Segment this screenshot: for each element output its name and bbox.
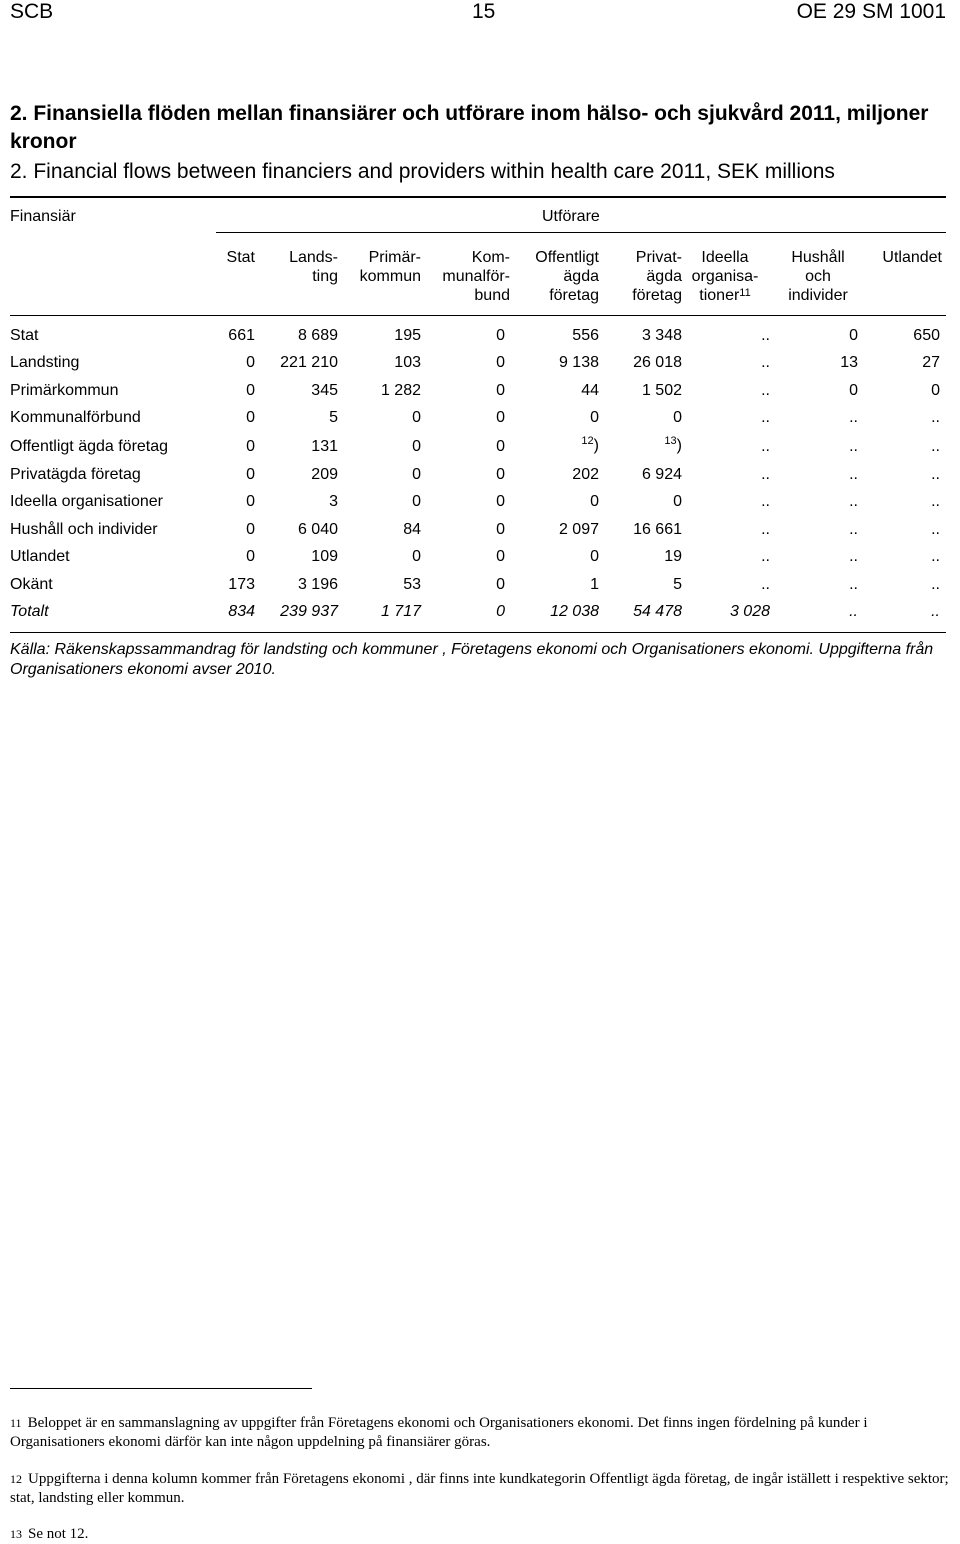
table-cell: 131 [311,437,338,455]
table-cell: .. [931,466,940,484]
table-cell: 3 028 [729,603,770,621]
table-row [10,543,940,570]
table-cell: .. [761,466,770,484]
table-cell: 109 [311,548,338,566]
column-header-label: Kom- munalför- bund [442,249,510,304]
table-cell: 27 [922,354,940,372]
footnote-marker: 12 [581,434,594,447]
row-label: Stat [10,327,39,344]
page-number: 15 [472,0,496,23]
table-cell: 0 [246,437,255,455]
column-header-label: Lands- ting [289,249,338,285]
table-cell: 0 [496,603,505,621]
table-cell: .. [849,409,858,427]
col-group-label: Utförare [542,208,600,225]
table-cell: 0 [412,493,421,511]
table-cell: 0 [246,466,255,484]
table-cell: 2 097 [558,520,599,538]
table-cell: 556 [572,327,599,344]
footnote-number: 11 [10,1416,22,1430]
table-cell: 173 [228,575,255,593]
column-header [680,248,770,305]
table-cell [505,432,599,461]
table-cell: 6 924 [641,466,682,484]
table-cell: 0 [590,548,599,566]
table-cell: .. [931,520,940,538]
table-cell: 239 937 [280,603,338,621]
cell-value: ) [676,436,682,454]
column-header-label: Utlandet [882,249,942,266]
footnote-text: Se not 12. [28,1526,89,1542]
footnote-13 [10,1525,960,1544]
table-cell: 1 282 [380,381,421,399]
table-cell: 0 [496,354,505,372]
footnote-number: 13 [10,1527,22,1541]
table-cell: 0 [673,409,682,427]
table-cell: 650 [913,327,940,344]
footnote-text: Beloppet är en sammanslagning av uppgifter från Företagens ekonomi och Organisationers ekonomi. Det finns ingen fördelning på kunder i Organisationers ekonomi därför kan inte någon uppdelning på finansiärer göras. [10,1415,868,1450]
table-cell: 0 [590,493,599,511]
footnote-marker: 11 [739,287,751,299]
header-bottom-rule [10,315,946,316]
table-cell: 16 661 [633,520,682,538]
footnote-12 [10,1470,960,1508]
source-note: Källa: Räkenskapssammandrag för landsting och kommuner , Företagens ekonomi och Organisationers ekonomi. Uppgifterna från Organisationers ekonomi avser 2010. [10,641,934,678]
table-top-rule [10,196,946,198]
table-cell: 0 [496,493,505,511]
table-cell: 0 [412,548,421,566]
table-cell: .. [761,520,770,538]
page-header-left: SCB [10,0,54,23]
table-title-english: 2. Financial flows between financiers and providers within health care 2011, SEK millions [10,160,835,183]
table-cell: 0 [246,381,255,399]
table-cell: .. [931,437,940,455]
table-cell: 0 [496,409,505,427]
table-cell: 0 [496,548,505,566]
table-cell: 44 [581,381,599,399]
table-cell: .. [849,520,858,538]
table-row [10,377,940,404]
row-label: Utlandet [10,548,70,566]
table-cell: 8 689 [297,327,338,344]
table-cell: 103 [394,354,421,372]
row-label: Ideella organisationer [10,493,163,511]
footnote-11 [10,1414,960,1452]
column-header [420,248,510,305]
table-cell: .. [761,437,770,455]
table-cell: 5 [673,575,682,593]
table-cell: .. [849,466,858,484]
table-cell: 1 717 [380,603,421,621]
column-header [258,248,338,286]
table-row [10,349,940,376]
table-cell: 5 [329,409,338,427]
footnote-marker: 13 [664,434,677,447]
table-cell: .. [761,548,770,566]
table-cell: 0 [849,327,858,344]
row-label: Offentligt ägda företag [10,437,169,455]
table-cell: 0 [496,575,505,593]
table-cell: 0 [412,409,421,427]
table-cell: 6 040 [297,520,338,538]
row-group-label: Finansiär [10,208,76,225]
page-header-right: OE 29 SM 1001 [796,0,946,23]
table-cell: 0 [849,381,858,399]
row-label: Landsting [10,354,80,372]
table-cell: 834 [228,603,255,621]
footnote-number: 12 [10,1472,22,1486]
table-cell: .. [849,437,858,455]
row-label: Kommunalförbund [10,409,141,427]
column-header [195,248,255,267]
table-cell: 9 138 [558,354,599,372]
table-cell: 54 478 [633,603,682,621]
table-cell: .. [761,409,770,427]
column-header-label: Primär- kommun [359,249,421,285]
table-cell: 53 [403,575,421,593]
table-cell: 3 196 [297,575,338,593]
table-title-swedish: 2. Finansiella flöden mellan finansiärer och utförare inom hälso- och sjukvård 2011, miljoner kronor [10,102,929,153]
row-label: Okänt [10,575,53,593]
column-header [341,248,421,286]
table-cell: 84 [403,520,421,538]
row-label: Totalt [10,603,49,621]
table-cell: .. [761,575,770,593]
table-cell: 0 [496,381,505,399]
table-cell: 661 [228,327,255,344]
column-header [602,248,682,305]
table-cell: 0 [496,466,505,484]
table-row [10,404,940,431]
table-cell: .. [761,381,770,399]
table-cell: 3 348 [641,327,682,344]
row-label: Primärkommun [10,381,119,399]
table-cell: 195 [394,327,421,344]
table-cell: 0 [246,409,255,427]
table-row [10,432,940,461]
table-cell: 0 [246,493,255,511]
table-cell: 0 [412,466,421,484]
table-row [10,488,940,515]
row-label: Hushåll och individer [10,520,158,538]
column-header-label: Ideella organisa- tioner [691,249,759,304]
table-row [10,461,940,488]
column-header-label: Stat [226,249,255,266]
footnote-separator [10,1388,312,1389]
table-row [10,322,940,349]
table-cell: 1 [590,575,599,593]
table-cell: 0 [931,381,940,399]
table-cell: .. [849,603,858,621]
financial-flows-table [10,322,940,625]
table-cell: 0 [246,520,255,538]
table-cell: 221 210 [280,354,338,372]
table-cell: .. [931,409,940,427]
column-header-label: Privat- ägda företag [632,249,682,304]
table-cell [599,432,682,461]
cell-value: ) [593,436,599,454]
table-cell: .. [761,327,770,344]
table-cell: 209 [311,466,338,484]
table-row [10,571,940,598]
table-cell: .. [931,548,940,566]
table-cell: 0 [246,548,255,566]
table-cell: 26 018 [633,354,682,372]
table-cell: 0 [496,327,505,344]
table-cell: .. [849,575,858,593]
column-header [862,248,942,267]
table-cell: .. [849,493,858,511]
column-header [509,248,599,305]
table-cell: .. [761,493,770,511]
footnote-text: Uppgifterna i denna kolumn kommer från Företagens ekonomi , där finns inte kundkategorin Offentligt ägda företag, de ingår iställett i respektive sektor; stat, landsting eller kommun. [10,1471,949,1506]
column-header-label: Hushåll och individer [788,249,848,304]
table-row [10,516,940,543]
table-cell: 0 [412,437,421,455]
col-group-rule [216,232,946,233]
table-cell: 3 [329,493,338,511]
table-cell: .. [931,575,940,593]
column-header-label: Offentligt ägda företag [535,249,599,304]
table-cell: 0 [590,409,599,427]
table-cell: .. [931,493,940,511]
table-cell: 19 [664,548,682,566]
table-bottom-rule [10,632,946,633]
column-header [778,248,858,305]
row-label: Privatägda företag [10,466,141,484]
table-cell: 12 038 [550,603,599,621]
table-cell: 0 [496,520,505,538]
table-cell: 0 [246,354,255,372]
total-row [10,598,940,625]
table-cell: 13 [840,354,858,372]
table-cell: .. [849,548,858,566]
table-cell: .. [761,354,770,372]
table-cell: 345 [311,381,338,399]
table-cell: 1 502 [641,381,682,399]
table-cell: 0 [673,493,682,511]
table-cell: 202 [572,466,599,484]
table-cell: .. [931,603,940,621]
table-cell: 0 [496,437,505,455]
